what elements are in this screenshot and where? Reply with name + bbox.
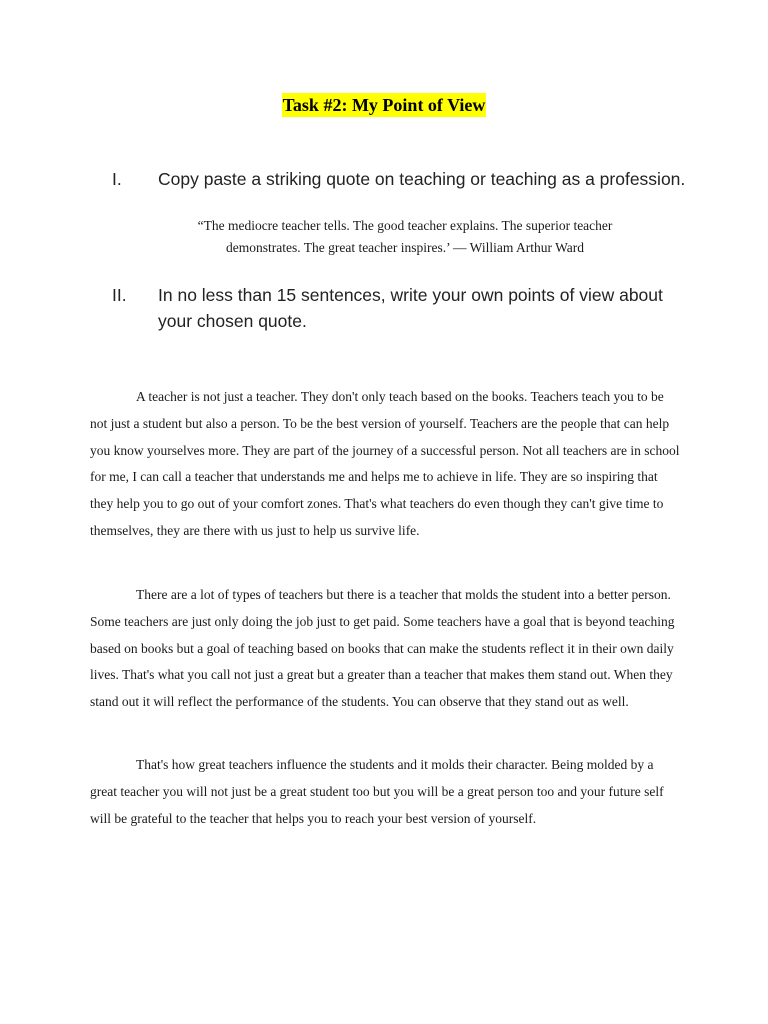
paragraph-text: There are a lot of types of teachers but there is a teacher that molds the student into a better person. Some teachers are just only doing the job just to get paid. Some teachers have a goal that is beyond teaching based on books but a goal of teaching based on books that can make the students reflect it in their own daily lives. That's what you call not just a great but a greater than a teacher that makes them stand out. When they stand out it will reflect the performance of the students. You can observe that they stand out as well. (90, 587, 675, 710)
essay-paragraph-3 (90, 752, 682, 832)
paragraph-text: That's how great teachers influence the students and it molds their character. Being molded by a great teacher you will not just be a great student too but you will be a great person too and your future self will be grateful to the teacher that helps you to reach your best version of yourself. (90, 757, 664, 826)
essay-paragraph-1 (90, 384, 682, 545)
paragraph-text: A teacher is not just a teacher. They don't only teach based on the books. Teachers teach you to be not just a student but also a person. To be the best version of yourself. Teachers are the people that can help you know yourselves more. They are part of the journey of a successful person. Not all teachers are in school for me, I can call a teacher that understands me and helps me to achieve in life. They are so inspiring that they help you to go out of your comfort zones. That's what teachers do even though they can't give time to themselves, they are there with us just to help us survive life. (90, 389, 680, 538)
item-text: In no less than 15 sentences, write your own points of view about your chosen quote. (158, 285, 663, 331)
document-title: Task #2: My Point of View (282, 95, 486, 115)
item-numeral: I. (112, 169, 122, 189)
essay-paragraph-2 (90, 582, 682, 716)
item-numeral: II. (112, 285, 127, 305)
item-text: Copy paste a striking quote on teaching or teaching as a profession. (158, 169, 686, 189)
title-container (0, 93, 768, 117)
teaching-quote: “The mediocre teacher tells. The good teacher explains. The superior teacher demonstrates. The great teacher inspires.’ — William Arthur Ward (197, 218, 613, 255)
